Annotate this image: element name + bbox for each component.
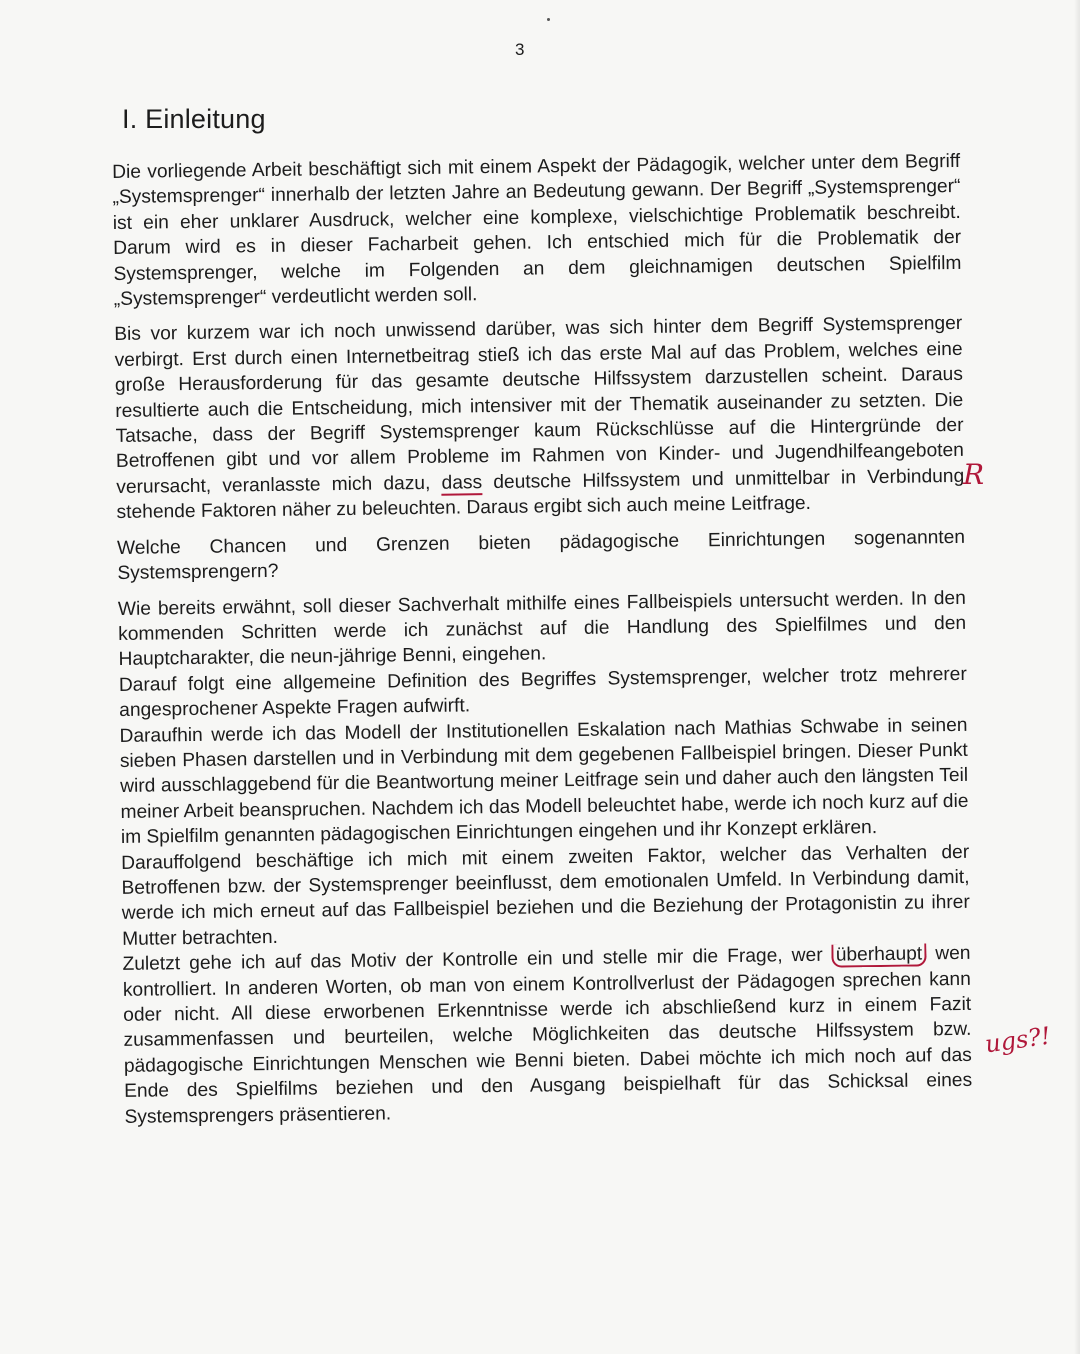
section-heading: I. Einleitung — [122, 104, 266, 134]
paragraph-text: deutsche Hilfssystem und unmittelbar in Verbindung stehende Faktoren näher zu beleuchten. Daraus ergibt sich auch meine Leitfrage. — [116, 465, 965, 524]
paragraph-structure-4: Darauffolgend beschäftige ich mich mit einem zweiten Faktor, welcher das Verhalten der Betroffenen bzw. der Systemsprenger beeinflusst, dem emotionalen Umfeld. In Verbindung damit, werde ich mich erneut auf das Fallbeispiel beziehen und die Beziehung der Protagonistin zu ihrer Mutter betrachten. — [121, 841, 970, 950]
paragraph-structure-1: Wie bereits erwähnt, soll dieser Sachverhalt mithilfe eines Fallbeispiels untersucht werden. In den kommenden Schritten werde ich zunächst auf die Handlung des Spielfilmes und den Hauptcharakter, die neun-jährige Benni, eingehen. — [117, 587, 967, 671]
paragraph-intro: Die vorliegende Arbeit beschäftigt sich mit einem Aspekt der Pädagogik, welcher unter dem Begriff „Systemsprenger“ innerhalb der letzten Jahre an Bedeutung gewann. Der Begriff „Systemsprenger“ ist ein eher unklarer Ausdruck, welcher eine komplexe, vielschichtige Problematik beschreibt. Darum wird es in dieser Facharbeit gehen. Ich entschied mich für die Problematik der Systemsprenger, welche im Folgenden an dem gleichnamigen deutschen Spielfilm „Systemsprenger“ verdeutlicht werden soll. — [112, 150, 962, 311]
paragraph-structure-3: Daraufhin werde ich das Modell der Institutionellen Eskalation nach Mathias Schwabe in seinen sieben Phasen darstellen und in Verbindung mit dem gegebenen Fallbeispiel bringen. Dieser Punkt wird ausschlaggebend für die Beantwortung meiner Leitfrage sein und daher auch den längsten Teil meiner Arbeit beanspruchen. Nachdem ich das Modell beleuchtet habe, werde ich noch kurz auf die im Spielfilm genannten pädagogischen Einrichtungen eingehen und ihr Konzept erklären. — [119, 714, 969, 849]
margin-correction-r: R — [963, 458, 985, 491]
paragraph-motivation — [114, 311, 965, 525]
margin-correction-ugs: ugs?! — [983, 1021, 1053, 1059]
paragraph-structure-5 — [122, 941, 972, 1130]
paragraph-structure-2: Darauf folgt eine allgemeine Definition des Begriffes Systemsprenger, welcher trotz mehrerer angesprochener Aspekte Fragen aufwirft. — [118, 663, 967, 722]
corrected-word-ueberhaupt: überhaupt — [832, 944, 927, 968]
ink-speck — [547, 18, 550, 21]
corrected-word-dass: dass — [441, 472, 483, 494]
research-question: Welche Chancen und Grenzen bieten pädagogische Einrichtungen sogenannten Systemsprengern? — [116, 526, 966, 585]
document-body — [112, 149, 973, 1130]
page-edge — [1074, 0, 1080, 1354]
paragraph-text: Bis vor kurzem war ich noch unwissend darüber, was sich hinter dem Begriff Systemsprenger verbirgt. Erst durch einen Internetbeitrag stieß ich das erste Mal auf das Problem, welches eine große Herausforderung für das gesamte deutsche Hilfssystem darzustellen scheint. Daraus resultierte auch die Entscheidung, mich intensiver mit der Thematik auseinander zu setzten. Die Tatsache, dass der Begriff Systemsprenger kaum Rückschlüsse auf die Hintergründe der Betroffenen gibt und vor allem Probleme im Rahmen von Kinder- und Jugendhilfeangeboten verursacht, veranlasste mich dazu, — [114, 313, 965, 498]
page-number: 3 — [515, 40, 525, 59]
paragraph-text: wen kontrolliert. In anderen Worten, ob man von einem Kontrollverlust der Pädagogen sprechen kann oder nicht. All diese erworbenen Erkenntnisse werde ich abschließend kurz in einem Fazit zusammenfassen und beurteilen, welche Möglichkeiten das deutsche Hilfssystem bzw. pädagogische Einrichtungen Menschen wie Benni bieten. Dabei möchte ich mich noch auf das Ende des Spielfilms beziehen und den Ausgang beispielhaft für das Schicksal eines Systemsprengers präsentieren. — [122, 943, 973, 1128]
paragraph-text: Zuletzt gehe ich auf das Motiv der Kontrolle ein und stelle mir die Frage, wer — [122, 944, 832, 976]
